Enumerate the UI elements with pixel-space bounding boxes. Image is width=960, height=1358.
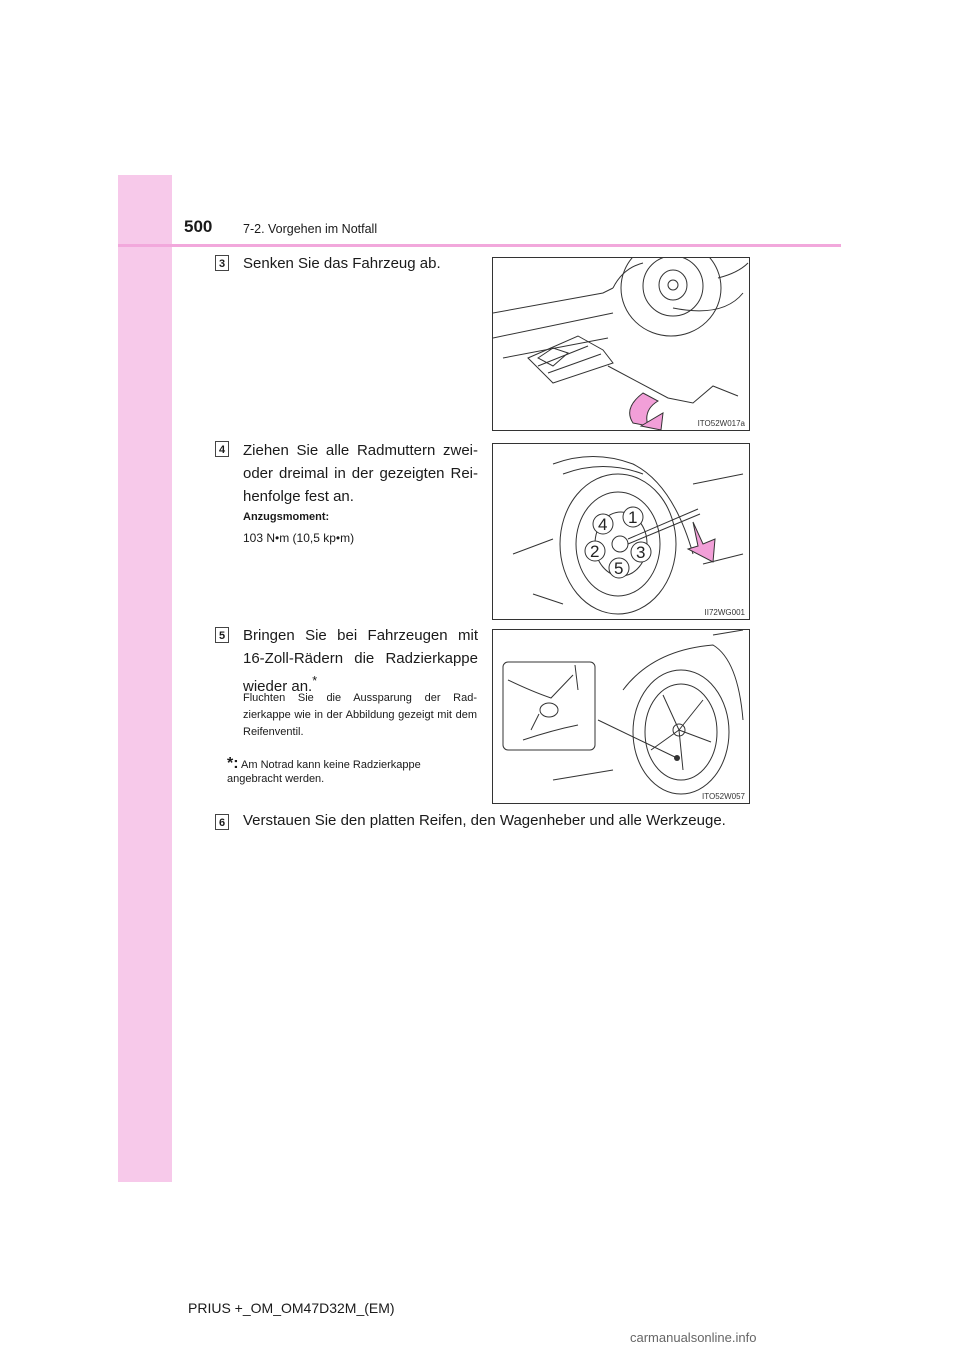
hubcap-illustration xyxy=(493,630,749,803)
nut-label-4: 4 xyxy=(598,515,608,534)
wheel-nut-sequence-illustration xyxy=(493,444,749,619)
figure-code: ITO52W057 xyxy=(702,792,745,801)
step-5-text: Bringen Sie bei Fahrzeugen mit 16-Zoll-Rädern die Radzierkappe wieder an.* xyxy=(243,627,478,695)
torque-heading: Anzugsmoment: xyxy=(243,511,330,523)
figure-code: II72WG001 xyxy=(704,608,745,617)
figure-tighten-nuts xyxy=(492,443,750,620)
torque-value: 103 N•m (10,5 kp•m) xyxy=(243,531,355,545)
asterisk-marker: * xyxy=(312,674,318,688)
section-title: 7-2. Vorgehen im Notfall xyxy=(243,222,378,236)
step-6-number: 6 xyxy=(215,814,229,830)
step-4-text: Ziehen Sie alle Radmuttern zwei- oder dreimal in der gezeigten Rei- henfolge fest an. xyxy=(243,442,478,505)
footnote: *: Am Notrad kann keine Radzierkappe angebracht werden. xyxy=(227,755,421,785)
footer-model-code: PRIUS +_OM_OM47D32M_(EM) xyxy=(188,1300,395,1316)
nut-label-1: 1 xyxy=(628,508,638,527)
nut-label-3: 3 xyxy=(636,543,646,562)
figure-hubcap xyxy=(492,629,750,804)
nut-label-5: 5 xyxy=(614,559,624,578)
nut-label-2: 2 xyxy=(590,542,600,561)
jack-lowering-illustration xyxy=(493,258,749,430)
step-5-number: 5 xyxy=(215,627,229,643)
chapter-sidebar-tab xyxy=(118,175,172,1182)
watermark: carmanualsonline.info xyxy=(630,1330,757,1345)
footnote-mark: *: xyxy=(227,755,239,772)
hubcap-note: Fluchten Sie die Aussparung der Rad- zierkappe wie in der Abbildung gezeigt mit dem Reifenventil. xyxy=(243,692,477,738)
step-3-number: 3 xyxy=(215,255,229,271)
figure-lower-vehicle xyxy=(492,257,750,431)
page-number: 500 xyxy=(184,217,213,236)
step-3-text: Senken Sie das Fahrzeug ab. xyxy=(243,255,441,272)
step-6-text: Verstauen Sie den platten Reifen, den Wagenheber und alle Werkzeuge. xyxy=(243,812,726,829)
step-4-number: 4 xyxy=(215,441,229,457)
header-rule xyxy=(118,244,841,247)
figure-code: ITO52W017a xyxy=(697,419,745,428)
